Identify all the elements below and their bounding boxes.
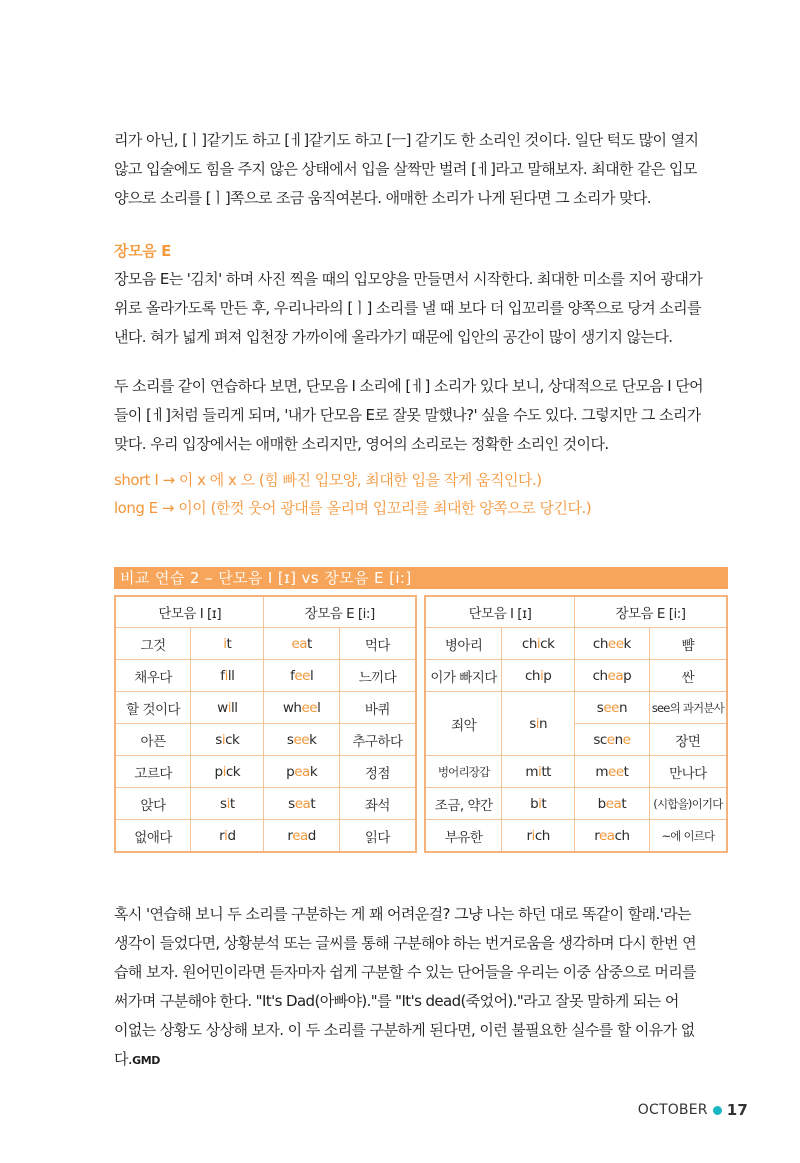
header-long-e: 장모음 E [i:]: [264, 596, 416, 628]
word-short-i: pick: [191, 756, 264, 788]
comparison-table-right: [424, 595, 728, 853]
word-short-i: will: [191, 692, 264, 724]
section-heading: 장모음 E: [114, 242, 171, 260]
word-long-e: cheap: [574, 660, 649, 692]
word-long-e: seen: [574, 692, 649, 724]
word-short-i: fill: [191, 660, 264, 692]
comparison-table-left: [114, 595, 417, 853]
table-row: 벙어리장갑 mitt meet 만나다: [425, 756, 727, 788]
word-short-i: mitt: [502, 756, 575, 788]
word-long-e: reach: [574, 820, 649, 853]
word-long-e: eat: [264, 628, 339, 660]
long-e-summary: long E → 이이 (한껏 웃어 광대를 올리며 입꼬리를 최대한 양쪽으로 당긴다.): [114, 499, 592, 517]
header-short-i: 단모음 I [ɪ]: [425, 596, 574, 628]
word-long-e: scene: [574, 724, 649, 756]
footer-dot-icon: [713, 1106, 722, 1115]
page-footer: [638, 1101, 748, 1119]
word-long-e: wheel: [264, 692, 339, 724]
table-header-row: [425, 596, 727, 628]
table-row: 부유한 rich reach ~에 이르다: [425, 820, 727, 853]
word-long-e: read: [264, 820, 339, 853]
header-long-e: 장모음 E [i:]: [574, 596, 727, 628]
word-short-i: chick: [502, 628, 575, 660]
practice-paragraph: 두 소리를 같이 연습하다 보면, 단모음 I 소리에 [ㅔ] 소리가 있다 보니, 상대적으로 단모음 I 단어 들이 [ㅔ]처럼 들리게 되며, '내가 단모음 E로 잘못 말했나?' 싶을 수도 있다. 그렇지만 그 소리가 맞다. 우리 입장에서는 애매한 소리지만, 영어의 소리로는 정확한 소리인 것이다.: [114, 377, 704, 453]
short-i-summary: short I → 이 x 에 x 으 (힘 빠진 입모양, 최대한 입을 작게 움직인다.): [114, 471, 542, 489]
word-short-i: chip: [502, 660, 575, 692]
header-short-i: 단모음 I [ɪ]: [115, 596, 264, 628]
comparison-table-title: 비교 연습 2 – 단모음 I [ɪ] vs 장모음 E [i:]: [114, 567, 728, 589]
table-row: 조금, 약간 bit beat (시합을)이기다: [425, 788, 727, 820]
word-long-e: cheek: [574, 628, 649, 660]
footer-month: OCTOBER: [637, 1102, 708, 1118]
table-row: 병아리 chick cheek 뺨: [425, 628, 727, 660]
table-row: scene 장면: [425, 724, 727, 756]
table-row: 죄악 sin seen see의 과거분사: [425, 692, 727, 724]
word-long-e: beat: [574, 788, 649, 820]
word-short-i: rich: [502, 820, 575, 853]
table-row: 앉다 sit seat 좌석: [115, 788, 416, 820]
page-number: 17: [726, 1101, 748, 1119]
word-long-e: seek: [264, 724, 339, 756]
word-short-i: rid: [191, 820, 264, 853]
word-short-i: sick: [191, 724, 264, 756]
table-row: 채우다 fill feel 느끼다: [115, 660, 416, 692]
table-row: 고르다 pick peak 정점: [115, 756, 416, 788]
word-short-i: it: [191, 628, 264, 660]
table-row: 할 것이다 will wheel 바퀴: [115, 692, 416, 724]
pronunciation-summary: [114, 466, 734, 522]
word-short-i: sit: [191, 788, 264, 820]
table-row: 그것 it eat 먹다: [115, 628, 416, 660]
word-short-i: bit: [502, 788, 575, 820]
end-mark: GMD: [132, 1054, 160, 1067]
table-row: 없애다 rid read 읽다: [115, 820, 416, 853]
word-long-e: seat: [264, 788, 339, 820]
closing-paragraph: 혹시 '연습해 보니 두 소리를 구분하는 게 꽤 어려운걸? 그냥 나는 하던 대로 똑같이 할래.'라는 생각이 들었다면, 상황분석 또는 글씨를 통해 구분해야 하는 번거로움을 생각하며 다시 한번 연 습해 보자. 원어민이라면 듣자마자 쉽게 구분할 수 있는 단어들을 우리는 이중 삼중으로 머리를 써가며 구분해야 한다. "It's Dad(아빠야)."를 "It's dead(죽었어)."라고 잘못 말하게 되는 어 이없는 상황도 상상해 보자. 이 두 소리를 구분하게 된다면, 이런 불필요한 실수를 할 이유가 없 다.GMD: [114, 905, 697, 1068]
table-row: 이가 빠지다 chip cheap 싼: [425, 660, 727, 692]
intro-paragraph: 리가 아닌, [ㅣ]같기도 하고 [ㅔ]같기도 하고 [ㅡ] 같기도 한 소리인 것이다. 일단 턱도 많이 열지 않고 입술에도 힘을 주지 않은 상태에서 입을 살짝만 벌려 [ㅔ]라고 말해보자. 최대한 같은 입모 양으로 소리를 [ㅣ]쪽으로 조금 움직여본다. 애매한 소리가 나게 된다면 그 소리가 맞다.: [114, 131, 699, 207]
table-row: 아픈 sick seek 추구하다: [115, 724, 416, 756]
word-long-e: feel: [264, 660, 339, 692]
long-e-paragraph: 장모음 E는 '김치' 하며 사진 찍을 때의 입모양을 만들면서 시작한다. 최대한 미소를 지어 광대가 위로 올라가도록 만든 후, 우리나라의 [ㅣ] 소리를 낼 때 보다 더 입꼬리를 양쪽으로 당겨 소리를 낸다. 혀가 넓게 펴져 입천장 가까이에 올라가기 때문에 입안의 공간이 많이 생기지 않는다.: [114, 270, 703, 346]
word-long-e: meet: [574, 756, 649, 788]
table-header-row: [115, 596, 416, 628]
word-long-e: peak: [264, 756, 339, 788]
word-short-i: sin: [502, 692, 575, 756]
